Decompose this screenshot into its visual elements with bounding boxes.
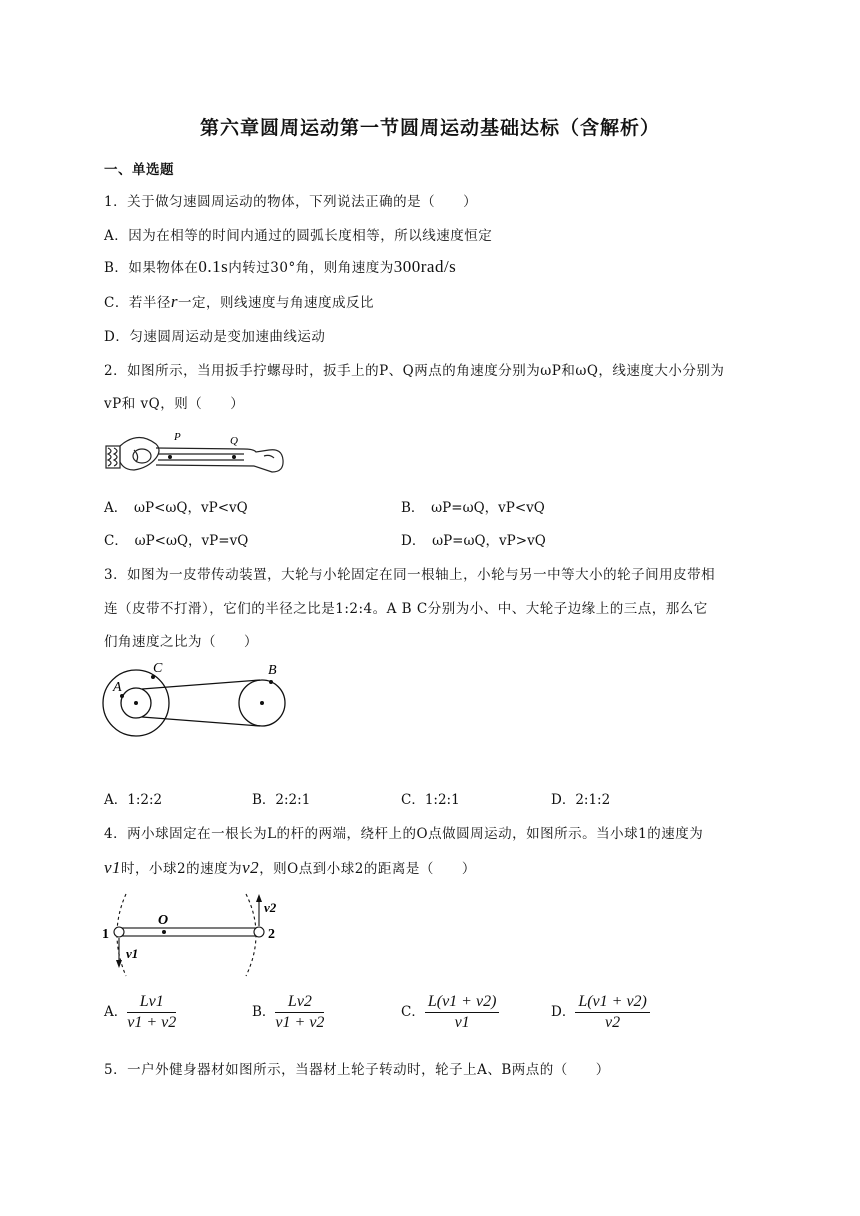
q4-option-c-label: C． xyxy=(401,1004,425,1020)
q2-option-c: C． ωP<ωQ，vP=vQ xyxy=(104,533,249,549)
q1-option-c-post: 一定，则线速度与角速度成反比 xyxy=(177,295,374,311)
q3-option-d: D．2:1:2 xyxy=(551,792,611,808)
q4-option-b-label: B． xyxy=(252,1004,276,1020)
q4-stem-v2: v2 xyxy=(242,858,260,877)
q1-option-b-pre: B．如果物体在 xyxy=(104,260,199,276)
page-title: 第六章圆周运动第一节圆周运动基础达标（含解析） xyxy=(199,117,660,139)
rod-figure xyxy=(100,888,300,980)
q4-option-b-fraction xyxy=(275,992,324,1033)
wrench-figure xyxy=(104,428,286,476)
rod-label-v1: v1 xyxy=(126,946,139,961)
rod-label-v2: v2 xyxy=(264,900,277,915)
q1-stem: 1．关于做匀速圆周运动的物体，下列说法正确的是（ ） xyxy=(104,194,478,210)
q2-stem-line2: vP和 vQ，则（ ） xyxy=(104,396,245,412)
q4-option-a-denominator: v1 + v2 xyxy=(127,1014,177,1031)
q4-option-b-numerator: Lv2 xyxy=(275,992,324,1013)
rod-label-1: 1 xyxy=(102,927,109,942)
wrench-label-p: P xyxy=(174,431,181,443)
q4-option-c-denominator: v1 xyxy=(454,1014,470,1031)
q1-option-b xyxy=(104,256,456,277)
q1-option-b-mid: 内转过30°角，则角速度为 xyxy=(228,260,394,276)
belt-drive-figure xyxy=(100,656,296,764)
q2-option-a: A． ωP<ωQ，vP<vQ xyxy=(104,500,248,516)
belt-label-a: A xyxy=(113,680,122,695)
q1-option-c xyxy=(104,291,374,312)
belt-label-c: C xyxy=(153,661,163,676)
q1-option-b-time: 0.1s xyxy=(198,257,229,276)
q4-option-d-denominator: v2 xyxy=(605,1014,621,1031)
q4-option-c xyxy=(401,992,499,1033)
q4-option-d xyxy=(551,992,650,1033)
q4-stem-mid: 时，小球2的速度为 xyxy=(121,861,243,877)
q4-stem-line1: 4．两小球固定在一根长为L的杆的两端，绕杆上的O点做圆周运动，如图所示。当小球1的速度为 xyxy=(104,826,704,842)
q4-option-b-denominator: v1 + v2 xyxy=(275,1014,325,1031)
q4-option-a-label: A． xyxy=(104,1004,128,1020)
q3-option-a: A．1:2:2 xyxy=(104,792,163,808)
q3-option-c: C．1:2:1 xyxy=(401,792,460,808)
belt-label-b: B xyxy=(268,663,277,678)
q3-stem-line2: 连（皮带不打滑），它们的半径之比是1:2:4。A B C分别为小、中、大轮子边缘上的三点，那么它 xyxy=(104,601,708,617)
q4-stem-line2 xyxy=(104,857,476,878)
q3-stem-line3: 们角速度之比为（ ） xyxy=(104,634,258,650)
q2-stem-line1: 2．如图所示，当用扳手拧螺母时，扳手上的P、Q两点的角速度分别为ωP和ωQ，线速度大小分别为 xyxy=(104,363,725,379)
q2-option-d: D． ωP=ωQ，vP>vQ xyxy=(401,533,546,549)
q4-option-c-fraction xyxy=(425,992,500,1033)
rod-label-o: O xyxy=(158,913,169,928)
q4-option-d-numerator: L(v1 + v2) xyxy=(575,992,650,1013)
q4-stem-post: ，则O点到小球2的距离是（ ） xyxy=(259,861,476,877)
q4-option-a xyxy=(104,992,176,1033)
q4-option-d-label: D． xyxy=(551,1004,576,1020)
wrench-label-q: Q xyxy=(230,435,238,447)
q4-stem-v1: v1 xyxy=(104,858,122,877)
rod-label-2: 2 xyxy=(268,927,275,942)
q4-option-a-fraction xyxy=(127,992,176,1033)
q4-option-c-numerator: L(v1 + v2) xyxy=(425,992,500,1013)
q4-option-a-numerator: Lv1 xyxy=(127,992,176,1013)
section-heading: 一、单选题 xyxy=(104,162,174,178)
q5-stem: 5．一户外健身器材如图所示，当器材上轮子转动时，轮子上A、B两点的（ ） xyxy=(104,1062,610,1078)
q1-option-d: D．匀速圆周运动是变加速曲线运动 xyxy=(104,329,326,345)
q1-option-c-r: r xyxy=(170,292,178,311)
q1-option-c-pre: C．若半径 xyxy=(104,295,171,311)
q4-option-b xyxy=(252,992,324,1033)
q1-option-a: A．因为在相等的时间内通过的圆弧长度相等，所以线速度恒定 xyxy=(104,228,493,244)
q3-stem-line1: 3．如图为一皮带传动装置，大轮与小轮固定在同一根轴上，小轮与另一中等大小的轮子间用皮带相 xyxy=(104,567,716,583)
q1-option-b-omega: 300rad/s xyxy=(393,257,457,276)
q3-option-b: B．2:2:1 xyxy=(252,792,311,808)
q4-option-d-fraction xyxy=(575,992,650,1033)
q2-option-b: B． ωP=ωQ，vP<vQ xyxy=(401,500,545,516)
